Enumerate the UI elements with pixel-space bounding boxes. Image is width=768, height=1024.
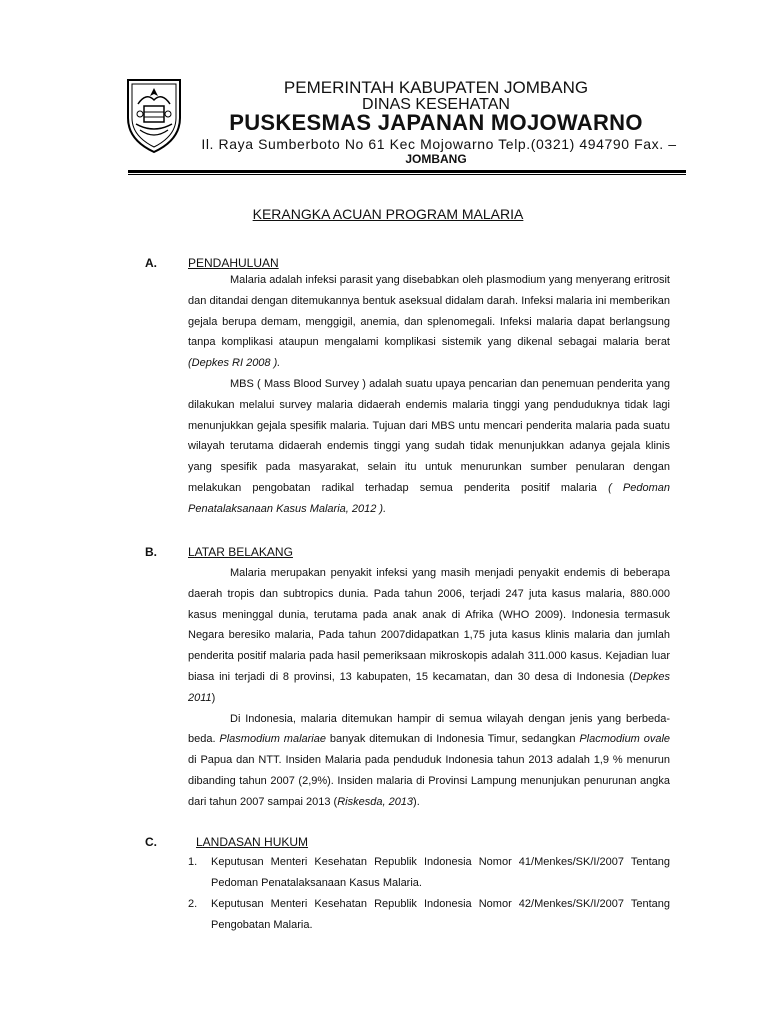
section-a-paragraph-2: MBS ( Mass Blood Survey ) adalah suatu upaya pencarian dan penemuan penderita yang dilakukan melalui survey malaria didaerah endemis malaria tinggi yang penduduknya tidak lagi menunjukkan gejala spesifik malaria. Tujuan dari MBS untu mencari penderita malaria pada suatu wilayah terutama didaerah endemis tinggi yang sudah tidak menunjukkan adanya gejala klinis yang spesifik pada masyarakat, selain itu untuk menurunkan sumber penularan dengan melakukan pengobatan radikal terhadap semua penderita positif malaria ( Pedoman Penatalaksanaan Kasus Malaria, 2012 ).: [188, 377, 671, 515]
section-c-letter: C.: [145, 835, 157, 849]
letterhead-institution: PUSKESMAS JAPANAN MOJOWARNO: [229, 110, 643, 135]
section-a-letter: A.: [145, 256, 157, 270]
list-item-number: 2.: [188, 898, 198, 910]
section-a-body: [188, 270, 670, 520]
letterhead-department: DINAS KESEHATAN: [362, 96, 510, 113]
section-b-paragraph-2: Di Indonesia, malaria ditemukan hampir di semua wilayah dengan jenis yang berbeda-beda. Plasmodium malariae banyak ditemukan di Indonesia Timur, sedangkan Placmodium ovale di Papua dan NTT. Insiden Malaria pada penduduk Indonesia tahun 2013 adalah 1,9 % menurun dibanding tahun 2007 (2,9%). Insiden malaria di Provinsi Lampung menunjukan penurunan angka dari tahun 2007 sampai 2013 (Riskesda, 2013).: [188, 712, 671, 808]
list-item-text: Keputusan Menteri Kesehatan Republik Indonesia Nomor 41/Menkes/SK/I/2007 Tentang Pedoman Penatalaksanaan Kasus Malaria.: [211, 856, 670, 889]
list-item: [188, 894, 670, 936]
section-b-letter: B.: [145, 545, 157, 559]
letterhead-government: PEMERINTAH KABUPATEN JOMBANG: [283, 78, 589, 97]
section-a-paragraph-1: Malaria adalah infeksi parasit yang disebabkan oleh plasmodium yang menyerang eritrosit dan ditandai dengan ditemukannya bentuk aseksual didalam darah. Infeksi malaria ini memberikan gejala berupa demam, menggigil, anemia, dan splenomegali. Infeksi malaria dapat berlangsung tanpa komplikasi ataupun mengalami komplikasi sistemik yang dikenal sebagai malaria berat (Depkes RI 2008 ).: [188, 274, 670, 370]
letterhead-divider-thin: [128, 174, 686, 175]
section-a-title: PENDAHULUAN: [188, 256, 279, 270]
legal-basis-list: [188, 852, 670, 936]
section-b-paragraph-1: Malaria merupakan penyakit infeksi yang masih menjadi penyakit endemis di beberapa daerah tropis dan subtropics dunia. Pada tahun 2006, terjadi 247 juta kasus malaria, 880.000 kasus meninggal dunia, terutama pada anak anak di Afrika (WHO 2009). Indonesia termasuk Negara beresiko malaria, Pada tahun 2007didapatkan 1,75 juta kasus klinis malaria dan jumlah penderita positif malaria pada hasil pemeriksaan mikroskopis adalah 311.000 kasus. Kejadian luar biasa ini terjadi di 8 provinsi, 13 kabupaten, 15 kecamatan, dan 30 desa di Indonesia (Depkes 2011): [188, 567, 670, 704]
list-item: [188, 852, 670, 894]
letterhead-address: Il. Raya Sumberboto No 61 Kec Mojowarno Telp.(0321) 494790 Fax. –: [201, 136, 677, 152]
section-b-title: LATAR BELAKANG: [188, 545, 293, 559]
jombang-regency-emblem: [122, 74, 186, 154]
list-item-text: Keputusan Menteri Kesehatan Republik Indonesia Nomor 42/Menkes/SK/I/2007 Tentang Pengobatan Malaria.: [211, 898, 670, 931]
letterhead-city: JOMBANG: [405, 152, 467, 166]
section-c-title: LANDASAN HUKUM: [196, 835, 309, 849]
list-item-number: 1.: [188, 856, 198, 868]
section-b-body: [188, 563, 670, 813]
document-title: KERANGKA ACUAN PROGRAM MALARIA: [252, 206, 524, 222]
letterhead-divider-thick: [128, 170, 686, 173]
